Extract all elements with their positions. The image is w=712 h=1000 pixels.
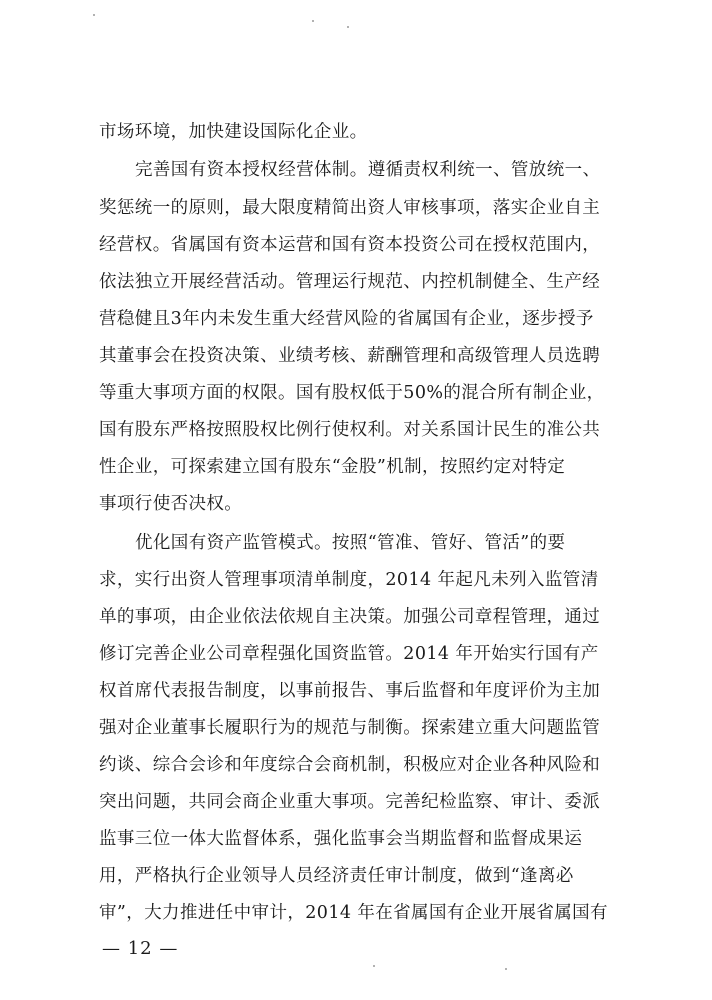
text-line: 用，严格执行企业领导人员经济责任审计制度，做到“逢离必 — [99, 866, 574, 886]
text-line: 监事三位一体大监督体系，强化监事会当期监督和监督成果运 — [99, 829, 583, 849]
text-line: 等重大事项方面的权限。国有股权低于50%的混合所有制企业， — [99, 383, 605, 403]
text-line: 完善国有资本授权经营体制。遵循责权利统一、管放统一、 — [135, 160, 601, 180]
scan-speck — [505, 968, 507, 970]
text-line: 奖惩统一的原则，最大限度精简出资人审核事项，落实企业自主 — [99, 198, 601, 218]
text-line: 审”，大力推进任中审计，2014 年在省属国有企业开展省属国有 — [99, 903, 608, 923]
text-line: 修订完善企业公司章程强化国资监管。2014 年开始实行国有产 — [99, 644, 599, 664]
text-line: 优化国有资产监管模式。按照“管准、管好、管活”的要 — [135, 533, 566, 553]
text-line: 单的事项，由企业依法依规自主决策。加强公司章程管理，通过 — [99, 607, 601, 627]
text-line: 其董事会在投资决策、业绩考核、薪酬管理和高级管理人员选聘 — [99, 346, 601, 366]
text-line: 国有股东严格按照股权比例行使权利。对关系国计民生的准公共 — [99, 420, 601, 440]
scan-speck — [347, 26, 349, 28]
text-line: 突出问题，共同会商企业重大事项。完善纪检监察、审计、委派 — [99, 792, 601, 812]
scan-speck — [373, 965, 375, 967]
text-line: 性企业，可探索建立国有股东“金股”机制，按照约定对特定 — [99, 457, 566, 477]
scan-speck — [93, 14, 95, 16]
text-line: 求，实行出资人管理事项清单制度，2014 年起凡未列入监管清 — [99, 570, 599, 590]
text-line: 市场环境，加快建设国际化企业。 — [99, 122, 368, 142]
text-line: 强对企业董事长履职行为的规范与制衡。探索建立重大问题监管 — [99, 718, 601, 738]
text-line: 约谈、综合会诊和年度综合会商机制，积极应对企业各种风险和 — [99, 755, 601, 775]
text-line: 营稳健且3年内未发生重大经营风险的省属国有企业，逐步授予 — [99, 309, 594, 329]
text-line: 权首席代表报告制度，以事前报告、事后监督和年度评价为主加 — [99, 681, 601, 701]
page-number: — 12 — — [102, 938, 179, 959]
text-line: 事项行使否决权。 — [99, 494, 243, 514]
text-line: 经营权。省属国有资本运营和国有资本投资公司在授权范围内， — [99, 235, 601, 255]
scan-speck — [312, 20, 314, 22]
text-line: 依法独立开展经营活动。管理运行规范、内控机制健全、生产经 — [99, 272, 601, 292]
